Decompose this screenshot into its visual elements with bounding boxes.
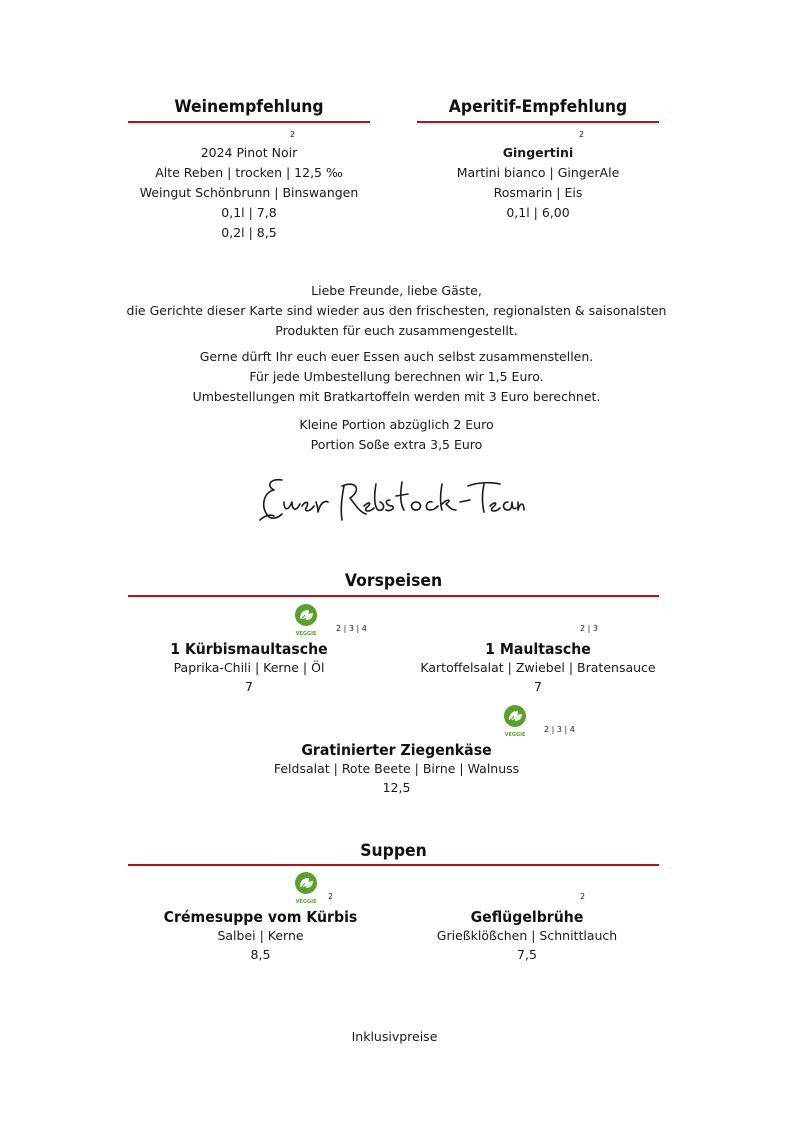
- starter-allergens: 2 | 3 | 4: [544, 725, 575, 734]
- wine-heading: Weinempfehlung: [174, 97, 324, 117]
- wine-allergen: 2: [290, 130, 296, 139]
- starters-heading: Vorspeisen: [344, 571, 443, 591]
- dish-price: 7: [245, 679, 253, 694]
- wine-style: Alte Reben | trocken | 12,5 ‰: [155, 165, 343, 180]
- soup-allergens: 2: [328, 892, 334, 901]
- veggie-icon: [501, 704, 529, 738]
- wine-price-large: 0,2l | 8,5: [221, 225, 277, 240]
- wine-details: [128, 143, 370, 243]
- wine-winery: Weingut Schönbrunn | Binswangen: [139, 185, 359, 200]
- aperitif-allergen: 2: [579, 130, 585, 139]
- veggie-icon: [292, 603, 320, 637]
- dish-description: Paprika-Chili | Kerne | Öl: [173, 660, 325, 675]
- intro-greeting: [0, 281, 793, 341]
- footer-note: Inklusivpreise: [351, 1029, 438, 1044]
- signature: [256, 472, 526, 528]
- dish-name: Gratinierter Ziegenkäse: [301, 741, 492, 759]
- soup-item: [128, 908, 393, 962]
- svg-text:VEGGIE: VEGGIE: [295, 631, 317, 637]
- intro-line: Gerne dürft Ihr euch euer Essen auch selbst zusammenstellen.: [199, 349, 594, 364]
- svg-text:VEGGIE: VEGGIE: [504, 732, 526, 738]
- intro-line: Liebe Freunde, liebe Gäste,: [311, 283, 482, 298]
- intro-line: die Gerichte dieser Karte sind wieder aus den frischesten, regionalsten & saisonalsten: [126, 303, 667, 318]
- dish-name: 1 Maultasche: [485, 640, 591, 658]
- soup-allergens: 2: [580, 892, 586, 901]
- dish-price: 7: [534, 679, 542, 694]
- intro-line: Produkten für euch zusammengestellt.: [275, 323, 518, 338]
- wine-heading-rule: [128, 121, 370, 123]
- intro-portions: [0, 415, 793, 455]
- starter-item: [128, 640, 370, 694]
- intro-line: Portion Soße extra 3,5 Euro: [310, 437, 483, 452]
- dish-price: 7,5: [517, 947, 537, 962]
- intro-line: Für jede Umbestellung berechnen wir 1,5 Euro.: [249, 369, 544, 384]
- starter-allergens: 2 | 3: [580, 624, 598, 633]
- dish-name: Crémesuppe vom Kürbis: [163, 908, 358, 926]
- dish-description: Salbei | Kerne: [217, 928, 304, 943]
- intro-line: Umbestellungen mit Bratkartoffeln werden mit 3 Euro berechnet.: [192, 389, 601, 404]
- aperitif-price: 0,1l | 6,00: [506, 205, 570, 220]
- dish-description: Feldsalat | Rote Beete | Birne | Walnuss: [273, 761, 520, 776]
- soup-item: [406, 908, 648, 962]
- aperitif-details: [417, 143, 659, 223]
- dish-description: Grießklößchen | Schnittlauch: [436, 928, 618, 943]
- aperitif-heading: Aperitif-Empfehlung: [448, 97, 628, 117]
- svg-text:VEGGIE: VEGGIE: [295, 899, 317, 905]
- dish-name: Geflügelbrühe: [470, 908, 584, 926]
- veggie-icon: [292, 871, 320, 905]
- starter-item: [417, 640, 659, 694]
- starter-allergens: 2 | 3 | 4: [336, 624, 367, 633]
- soups-heading: Suppen: [360, 841, 427, 861]
- dish-price: 8,5: [250, 947, 271, 962]
- wine-name: 2024 Pinot Noir: [200, 145, 298, 160]
- dish-price: 12,5: [382, 780, 411, 795]
- aperitif-name: Gingertini: [502, 145, 574, 160]
- intro-ordering: [0, 347, 793, 407]
- starters-heading-rule: [128, 595, 659, 597]
- aperitif-ingredients: Martini bianco | GingerAle: [456, 165, 620, 180]
- aperitif-heading-rule: [417, 121, 659, 123]
- soups-heading-rule: [128, 864, 659, 866]
- aperitif-garnish: Rosmarin | Eis: [493, 185, 583, 200]
- wine-price-small: 0,1l | 7,8: [221, 205, 277, 220]
- intro-line: Kleine Portion abzüglich 2 Euro: [299, 417, 494, 432]
- dish-description: Kartoffelsalat | Zwiebel | Bratensauce: [420, 660, 656, 675]
- dish-name: 1 Kürbismaultasche: [170, 640, 328, 658]
- starter-item: [250, 741, 543, 795]
